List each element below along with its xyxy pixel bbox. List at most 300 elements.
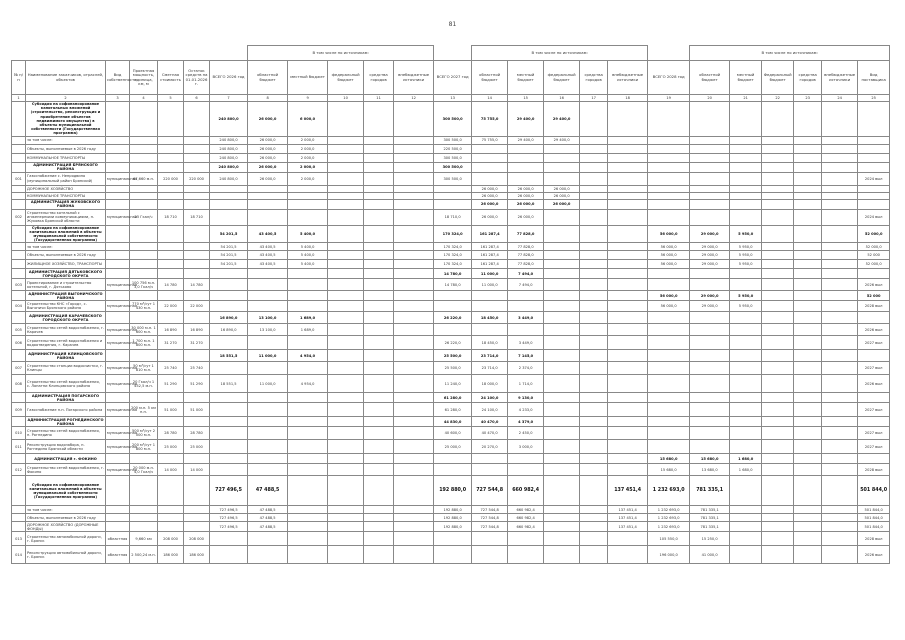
table-cell — [288, 522, 328, 532]
table-cell — [648, 440, 690, 454]
table-cell: 5 400,0 — [288, 243, 328, 251]
table-cell — [580, 312, 608, 324]
table-cell — [544, 522, 580, 532]
table-cell — [580, 209, 608, 225]
table-cell — [158, 243, 184, 251]
column-number: 10 — [328, 95, 364, 102]
table-cell — [544, 162, 580, 172]
row-name-cell: Реконструкция водозабора, п. Рогнедино Брянской области — [26, 440, 106, 454]
group-header-2026: В том числе по источникам: — [248, 46, 434, 61]
table-cell: 2 000,0 — [288, 153, 328, 162]
table-cell: 30 000 м.п. 1 600 м.п. — [131, 325, 156, 334]
table-cell — [106, 522, 130, 532]
table-cell — [12, 514, 26, 522]
table-cell: 727 496,5 — [210, 522, 248, 532]
table-cell: 192 880,0 — [434, 476, 472, 506]
table-cell — [580, 144, 608, 153]
table-cell — [210, 417, 248, 427]
table-cell — [730, 427, 762, 440]
table-cell: 727 496,5 — [210, 506, 248, 514]
table-cell — [328, 375, 364, 393]
table-cell — [210, 192, 248, 199]
table-cell — [730, 532, 762, 546]
table-cell — [106, 192, 130, 199]
table-cell — [130, 102, 158, 137]
table-cell — [288, 403, 328, 417]
table-cell — [394, 532, 434, 546]
column-header: внебюджетные источники — [822, 61, 858, 95]
table-cell — [794, 417, 822, 427]
table-cell — [394, 260, 434, 269]
table-cell — [508, 291, 544, 301]
table-cell — [210, 440, 248, 454]
table-row — [12, 144, 890, 153]
table-cell: муниципальная — [106, 362, 130, 375]
table-cell — [762, 185, 794, 192]
table-cell — [544, 417, 580, 427]
table-cell — [608, 260, 648, 269]
table-row — [12, 417, 890, 427]
table-cell — [394, 464, 434, 476]
table-cell: 52 000 — [858, 251, 890, 260]
table-cell — [608, 350, 648, 362]
table-cell — [648, 153, 690, 162]
table-cell — [106, 199, 130, 209]
table-cell — [858, 102, 890, 137]
table-cell — [328, 393, 364, 403]
table-cell — [794, 375, 822, 393]
table-cell: 4 379,0 — [508, 417, 544, 427]
table-cell — [762, 362, 794, 375]
column-numbers — [12, 95, 890, 102]
table-cell — [822, 243, 858, 251]
table-cell: 192 880,0 — [434, 514, 472, 522]
financing-table — [11, 45, 890, 564]
table-cell: 77 828,0 — [508, 251, 544, 260]
table-cell — [690, 199, 730, 209]
table-cell — [434, 301, 472, 312]
table-cell — [472, 144, 508, 153]
table-cell: 727 544,8 — [472, 506, 508, 514]
table-cell — [328, 144, 364, 153]
table-cell: 47 488,5 — [248, 514, 288, 522]
table-cell — [762, 403, 794, 417]
table-cell: 26 000,0 — [472, 199, 508, 209]
table-cell — [690, 209, 730, 225]
column-header: местный бюджет — [288, 61, 328, 95]
table-cell — [608, 269, 648, 279]
table-cell — [288, 464, 328, 476]
table-cell — [762, 301, 794, 312]
table-cell — [130, 522, 158, 532]
table-body — [12, 102, 890, 564]
table-cell — [434, 199, 472, 209]
table-cell — [248, 269, 288, 279]
table-cell — [580, 454, 608, 464]
column-number: 12 — [394, 95, 434, 102]
table-cell — [794, 454, 822, 464]
table-cell: 660 982,4 — [508, 514, 544, 522]
table-cell: 26 000,0 — [248, 102, 288, 137]
table-cell: 1 714,0 — [508, 375, 544, 393]
table-row — [12, 440, 890, 454]
table-cell — [762, 260, 794, 269]
table-cell — [762, 291, 794, 301]
table-cell — [762, 162, 794, 172]
table-cell — [394, 514, 434, 522]
table-cell — [822, 136, 858, 144]
table-cell: 240 800,0 — [210, 144, 248, 153]
table-cell: 2 000,0 — [288, 144, 328, 153]
table-cell — [184, 199, 210, 209]
table-cell: 208 000 — [184, 532, 210, 546]
column-header: Вид собственности — [106, 61, 130, 95]
table-cell: 006 — [12, 336, 26, 350]
table-cell — [130, 251, 158, 260]
table-cell — [544, 243, 580, 251]
table-cell — [394, 393, 434, 403]
table-cell — [248, 427, 288, 440]
table-cell: 26 000,0 — [544, 185, 580, 192]
table-cell: 18 551,5 — [210, 350, 248, 362]
table-cell — [822, 153, 858, 162]
table-cell: 16 890 — [184, 324, 210, 336]
table-cell — [544, 514, 580, 522]
table-cell — [288, 279, 328, 291]
table-cell: 2024 выл — [858, 172, 890, 185]
table-cell: 4 954,0 — [288, 350, 328, 362]
table-row — [12, 514, 890, 522]
table-cell — [328, 153, 364, 162]
table-cell: 240 800,0 — [210, 162, 248, 172]
table-row — [12, 153, 890, 162]
table-cell — [762, 336, 794, 350]
table-cell: 25 000,0 — [434, 440, 472, 454]
table-cell — [544, 324, 580, 336]
table-cell — [328, 403, 364, 417]
row-name-cell: Объекты, выполняемые в 2026 году — [26, 251, 106, 260]
table-cell: 11 000,0 — [248, 375, 288, 393]
table-row — [12, 279, 890, 291]
table-cell: 18 710,0 — [434, 209, 472, 225]
table-cell — [130, 506, 158, 514]
table-row — [12, 362, 890, 375]
table-cell — [648, 324, 690, 336]
table-cell — [730, 279, 762, 291]
table-cell: муниципальная — [106, 464, 130, 476]
table-cell: 14 780,0 — [434, 279, 472, 291]
table-cell: 727 544,8 — [472, 514, 508, 522]
table-cell — [130, 417, 158, 427]
table-cell: 11 240,0 — [434, 375, 472, 393]
table-cell — [158, 522, 184, 532]
table-cell — [544, 393, 580, 403]
table-cell: 2026 выл — [858, 324, 890, 336]
table-cell — [364, 514, 394, 522]
table-cell: 13 100,0 — [248, 324, 288, 336]
table-cell — [184, 269, 210, 279]
table-cell — [608, 185, 648, 192]
table-cell — [794, 291, 822, 301]
table-cell — [158, 199, 184, 209]
table-cell — [158, 269, 184, 279]
table-cell: 6 000,0 — [288, 102, 328, 137]
table-cell — [608, 243, 648, 251]
table-cell — [762, 464, 794, 476]
table-cell — [328, 440, 364, 454]
table-cell: 43 400,5 — [248, 260, 288, 269]
table-cell — [822, 291, 858, 301]
table-cell — [822, 279, 858, 291]
table-cell — [434, 532, 472, 546]
table-cell — [822, 506, 858, 514]
table-cell — [608, 546, 648, 564]
table-cell: 29 000,0 — [690, 291, 730, 301]
table-cell — [580, 362, 608, 375]
column-header: федеральный бюджет — [328, 61, 364, 95]
table-cell: 011 — [12, 440, 26, 454]
table-cell — [858, 185, 890, 192]
table-cell: 014 — [12, 546, 26, 564]
row-name-cell: за том числе: — [26, 243, 106, 251]
table-cell — [690, 336, 730, 350]
row-name-cell: Строительство КНС «Город», с. Выгоничи Брянского района — [26, 301, 106, 312]
table-cell — [762, 454, 794, 464]
table-cell — [690, 269, 730, 279]
column-header: средства городов — [364, 61, 394, 95]
table-cell — [580, 546, 608, 564]
table-cell — [730, 476, 762, 506]
table-cell — [730, 153, 762, 162]
table-cell — [690, 393, 730, 403]
column-header: местный бюджет — [730, 61, 762, 95]
table-cell: 004 — [12, 301, 26, 312]
table-cell — [210, 427, 248, 440]
table-cell: 1 689,0 — [288, 324, 328, 336]
table-cell — [288, 336, 328, 350]
table-cell: 29 400,0 — [544, 102, 580, 137]
table-cell: 18 000,0 — [472, 375, 508, 393]
table-cell — [544, 153, 580, 162]
table-cell: 25 Гкал/ч — [130, 209, 158, 225]
row-name-cell: АДМИНИСТРАЦИЯ г. ФОКИНО — [26, 454, 106, 464]
table-cell — [364, 506, 394, 514]
table-cell — [762, 546, 794, 564]
table-cell — [130, 393, 158, 403]
table-cell — [822, 301, 858, 312]
table-cell — [608, 102, 648, 137]
table-cell — [608, 144, 648, 153]
table-cell — [794, 393, 822, 403]
table-cell — [648, 102, 690, 137]
table-cell: 54 201,5 — [210, 225, 248, 243]
table-cell: муниципальная — [106, 403, 130, 417]
table-row — [12, 506, 890, 514]
table-cell — [328, 522, 364, 532]
table-cell — [608, 454, 648, 464]
table-cell — [762, 243, 794, 251]
table-cell — [544, 225, 580, 243]
row-name-cell: за том числе: — [26, 506, 106, 514]
table-cell: муниципальная — [106, 427, 130, 440]
table-cell — [394, 440, 434, 454]
table-cell — [544, 546, 580, 564]
table-cell — [580, 403, 608, 417]
table-cell: 26 220,0 — [434, 336, 472, 350]
table-cell — [580, 522, 608, 532]
table-cell: 51 000 — [184, 403, 210, 417]
table-cell — [328, 225, 364, 243]
table-cell — [580, 301, 608, 312]
table-cell: 501 844,0 — [858, 506, 890, 514]
table-cell — [106, 291, 130, 301]
table-cell — [544, 209, 580, 225]
table-cell — [248, 199, 288, 209]
table-cell: 26 000,0 — [472, 185, 508, 192]
table-cell — [184, 102, 210, 137]
table-cell — [364, 427, 394, 440]
table-row — [12, 403, 890, 417]
table-cell: 29 000,0 — [690, 260, 730, 269]
table-cell: 15 250,0 — [690, 532, 730, 546]
table-cell — [364, 279, 394, 291]
table-cell — [210, 209, 248, 225]
table-cell — [690, 417, 730, 427]
table-cell — [762, 427, 794, 440]
table-cell: 29 000,0 — [690, 301, 730, 312]
table-cell: 186 000 — [158, 546, 184, 564]
column-header: Сметная стоимость — [158, 61, 184, 95]
table-cell: 300 500,0 — [434, 153, 472, 162]
table-cell — [608, 209, 648, 225]
table-cell — [248, 336, 288, 350]
table-cell — [858, 192, 890, 199]
table-cell — [762, 192, 794, 199]
table-cell — [106, 185, 130, 192]
table-cell — [248, 209, 288, 225]
table-cell — [608, 393, 648, 403]
table-cell — [544, 350, 580, 362]
table-cell — [608, 251, 648, 260]
table-cell: 2028 выл — [858, 464, 890, 476]
table-cell: 220 500,0 — [434, 144, 472, 153]
table-cell: 192 880,0 — [434, 506, 472, 514]
table-cell — [394, 403, 434, 417]
table-cell — [822, 225, 858, 243]
table-cell — [394, 199, 434, 209]
table-cell — [648, 336, 690, 350]
table-cell: 192 880,0 — [434, 522, 472, 532]
table-cell — [580, 279, 608, 291]
column-number: 21 — [730, 95, 762, 102]
table-cell — [762, 251, 794, 260]
table-cell: 5 400,0 — [288, 251, 328, 260]
table-cell — [328, 324, 364, 336]
table-cell — [858, 144, 890, 153]
table-cell — [794, 144, 822, 153]
table-cell: 7 494,0 — [508, 269, 544, 279]
table-cell — [608, 336, 648, 350]
table-cell: 26 000,0 — [248, 136, 288, 144]
table-cell — [130, 199, 158, 209]
table-cell — [544, 312, 580, 324]
table-cell — [580, 225, 608, 243]
table-cell: 52 000,0 — [858, 225, 890, 243]
table-cell — [608, 136, 648, 144]
table-cell: 240 800,0 — [210, 172, 248, 185]
column-headers — [12, 61, 890, 95]
table-cell — [794, 440, 822, 454]
table-cell — [210, 464, 248, 476]
table-cell: 26 000,0 — [508, 192, 544, 199]
row-name-cell: АДМИНИСТРАЦИЯ ПОГАРСКОГО РАЙОНА — [26, 393, 106, 403]
table-cell — [364, 375, 394, 393]
table-cell — [822, 144, 858, 153]
table-cell — [822, 269, 858, 279]
table-cell — [580, 185, 608, 192]
column-header: средства городов — [794, 61, 822, 95]
table-cell — [822, 532, 858, 546]
table-cell: 2 374,0 — [508, 362, 544, 375]
table-cell — [794, 324, 822, 336]
table-cell — [580, 532, 608, 546]
table-row — [12, 269, 890, 279]
table-cell — [580, 417, 608, 427]
column-number: 6 — [184, 95, 210, 102]
table-cell: 15 680,0 — [648, 464, 690, 476]
table-cell — [822, 172, 858, 185]
table-cell — [12, 417, 26, 427]
table-cell: 727 544,8 — [472, 476, 508, 506]
table-cell — [762, 417, 794, 427]
table-cell: 2024 выл — [858, 209, 890, 225]
table-cell — [184, 506, 210, 514]
table-cell — [794, 546, 822, 564]
table-cell — [248, 464, 288, 476]
table-cell: 660 982,4 — [508, 476, 544, 506]
table-cell: 9,660 км — [130, 532, 158, 546]
table-cell: 23 714,0 — [472, 350, 508, 362]
table-cell: 220 000 — [184, 172, 210, 185]
table-cell — [648, 393, 690, 403]
table-cell: 186 000 — [184, 546, 210, 564]
table-cell — [822, 362, 858, 375]
table-cell — [364, 136, 394, 144]
table-cell — [472, 162, 508, 172]
column-number: 14 — [472, 95, 508, 102]
table-cell: 300 500,0 — [434, 172, 472, 185]
table-cell: 22 000 — [184, 301, 210, 312]
table-row — [12, 102, 890, 137]
table-cell: 52 000,0 — [858, 243, 890, 251]
table-cell — [730, 440, 762, 454]
table-cell — [288, 393, 328, 403]
table-cell — [328, 417, 364, 427]
table-cell — [822, 417, 858, 427]
table-cell — [130, 136, 158, 144]
column-number: 25 — [858, 95, 890, 102]
table-cell — [822, 403, 858, 417]
table-cell: 240 800,0 — [210, 102, 248, 137]
table-cell: 240 800,0 — [210, 153, 248, 162]
table-cell — [328, 312, 364, 324]
table-cell — [762, 350, 794, 362]
table-cell — [730, 375, 762, 393]
table-cell — [106, 136, 130, 144]
table-cell — [248, 185, 288, 192]
table-cell — [248, 301, 288, 312]
table-cell — [730, 514, 762, 522]
